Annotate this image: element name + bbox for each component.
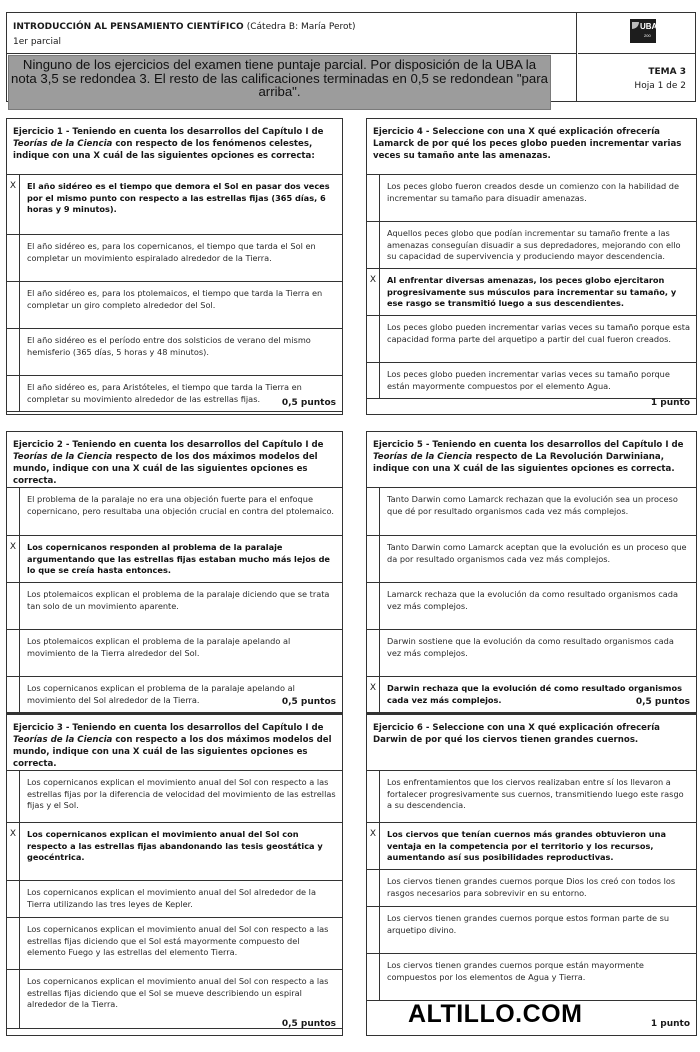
catedra-label: (Cátedra B: María Perot) bbox=[246, 22, 356, 32]
answer-text: El año sidéreo es, para los copernicanos, el tiempo que tarda el Sol en completar un movimiento espiralado alrededor de la Tierra. bbox=[27, 241, 316, 263]
exercise-question bbox=[7, 119, 342, 175]
answer-text: Los ciervos tienen grandes cuernos porque estos forman parte de su arquetipo divino. bbox=[387, 913, 670, 935]
course-title bbox=[13, 22, 356, 32]
answer-option[interactable] bbox=[7, 881, 342, 918]
answer-text: Los copernicanos explican el movimiento anual del Sol con respecto a las estrellas fijas abandonando las tesis geostática y geocéntrica. bbox=[27, 829, 323, 863]
answer-mark-box[interactable] bbox=[7, 282, 20, 328]
question-text-continued: respecto de La Revolución Darwiniana, indique con una X cuál de las siguientes opciones es correcta. bbox=[373, 452, 675, 474]
answer-option[interactable] bbox=[7, 630, 342, 677]
exercise-question bbox=[7, 432, 342, 488]
answer-option[interactable] bbox=[367, 363, 696, 399]
answer-text: Los copernicanos explican el movimiento anual del Sol con respecto a las estrellas fijas diciendo que el Sol se mueve describiendo un espiral alrededor de la Tierra. bbox=[27, 976, 329, 1010]
answer-text: Darwin rechaza que la evolución dé como resultado organismos cada vez más complejos. bbox=[387, 683, 682, 705]
answer-text: El año sidéreo es el tiempo que demora el Sol en pasar dos veces por el mismo punto con respecto a las estrellas fijas (365 días, 6 horas y 9 minutos). bbox=[27, 181, 330, 215]
answer-mark-box[interactable]: X bbox=[367, 677, 380, 712]
exercise-block bbox=[366, 118, 697, 415]
answer-mark-box[interactable] bbox=[367, 630, 380, 676]
question-text: Ejercicio 3 - Teniendo en cuenta los desarrollos del Capítulo I de bbox=[13, 723, 324, 733]
answer-mark-box[interactable] bbox=[7, 970, 20, 1028]
answer-mark-box[interactable] bbox=[367, 536, 380, 582]
answer-mark-box[interactable] bbox=[7, 235, 20, 281]
question-text: Ejercicio 4 - Seleccione con una X qué explicación ofrecería Lamarck de por qué los peces globo pueden incrementar varias veces su tamaño ante las amenazas. bbox=[373, 127, 682, 161]
answer-option[interactable] bbox=[7, 771, 342, 823]
tema-label: TEMA 3 bbox=[648, 67, 686, 77]
answer-mark-box[interactable] bbox=[367, 175, 380, 221]
answer-mark-box[interactable] bbox=[7, 677, 20, 712]
exercise-points: 1 punto bbox=[650, 398, 690, 408]
answer-option[interactable] bbox=[7, 329, 342, 376]
exercise-question bbox=[367, 119, 696, 175]
question-text: Ejercicio 6 - Seleccione con una X qué explicación ofrecería Darwin de por qué los ciervos tienen grandes cuernos. bbox=[373, 723, 660, 745]
answer-mark-box[interactable] bbox=[367, 316, 380, 362]
answer-option[interactable] bbox=[7, 536, 342, 583]
answer-option[interactable] bbox=[367, 488, 696, 536]
answer-text: Los copernicanos explican el movimiento anual del Sol alrededor de la Tierra utilizando las tres leyes de Kepler. bbox=[27, 887, 316, 909]
answer-text: Los copernicanos explican el movimiento anual del Sol con respecto a las estrellas fijas diciendo que el Sol está mayormente compuesto del elemento Fuego y las estrellas del elemento Tierra. bbox=[27, 924, 329, 958]
book-title: Teorías de la Ciencia bbox=[13, 735, 113, 745]
question-text: Ejercicio 5 - Teniendo en cuenta los desarrollos del Capítulo I de bbox=[373, 440, 684, 450]
course-name: INTRODUCCIÓN AL PENSAMIENTO CIENTÍFICO bbox=[13, 22, 244, 32]
answer-option[interactable] bbox=[7, 488, 342, 536]
answer-mark-box[interactable] bbox=[7, 918, 20, 969]
answer-mark-box[interactable] bbox=[7, 881, 20, 917]
answer-option[interactable] bbox=[367, 771, 696, 823]
answer-option[interactable] bbox=[7, 235, 342, 282]
answer-option[interactable] bbox=[7, 677, 342, 713]
answer-text: El año sidéreo es el período entre dos solsticios de verano del mismo hemisferio (365 días, 5 horas y 48 minutos). bbox=[27, 335, 311, 357]
answer-text: Al enfrentar diversas amenazas, los peces globo ejercitaron progresivamente sus músculos para incrementar su tamaño, y ese rasgo se transmitió luego a sus descendientes. bbox=[387, 275, 677, 309]
answer-mark-box[interactable]: X bbox=[7, 823, 20, 880]
answer-option[interactable] bbox=[367, 870, 696, 907]
exercise-block bbox=[6, 714, 343, 1036]
answer-option[interactable] bbox=[367, 536, 696, 583]
answer-option[interactable] bbox=[7, 823, 342, 881]
exercise-question bbox=[367, 715, 696, 771]
answer-text: Los copernicanos explican el movimiento anual del Sol con respecto a las estrellas fijas por la diferencia de velocidad del movimiento de las estrellas fijas y el Sol. bbox=[27, 777, 336, 811]
answer-mark-box[interactable] bbox=[7, 630, 20, 676]
answer-option[interactable] bbox=[367, 677, 696, 713]
left-column bbox=[6, 118, 343, 1036]
uba-logo bbox=[630, 19, 656, 43]
answer-text: El año sidéreo es, para los ptolemaicos, el tiempo que tarda la Tierra en completar un giro completo alrededor del Sol. bbox=[27, 288, 323, 310]
answer-text: Tanto Darwin como Lamarck rechazan que la evolución sea un proceso que dé por resultado organismos cada vez más complejos. bbox=[387, 494, 678, 516]
answer-mark-box[interactable] bbox=[367, 907, 380, 953]
answer-text: Aquellos peces globo que podían incrementar su tamaño frente a las amenazas conseguían disuadir a sus depredadores, mejorando con ello su capacidad de supervivencia y produciendo mayor descendencia. bbox=[387, 228, 681, 262]
exam-header bbox=[6, 12, 696, 102]
answer-option[interactable] bbox=[367, 175, 696, 222]
answer-mark-box[interactable] bbox=[367, 363, 380, 398]
answer-mark-box[interactable] bbox=[7, 376, 20, 411]
answer-option[interactable] bbox=[367, 823, 696, 870]
answer-mark-box[interactable] bbox=[7, 583, 20, 629]
answer-mark-box[interactable] bbox=[367, 954, 380, 1000]
answer-mark-box[interactable] bbox=[7, 771, 20, 822]
tema-divider bbox=[578, 53, 695, 54]
exercise-block bbox=[6, 431, 343, 714]
exercise-points: 0,5 puntos bbox=[635, 697, 690, 707]
answer-mark-box[interactable] bbox=[7, 488, 20, 535]
uba-logo-mark bbox=[632, 22, 639, 29]
exercise-question bbox=[7, 715, 342, 771]
answer-option[interactable] bbox=[367, 583, 696, 630]
answer-mark-box[interactable] bbox=[367, 222, 380, 268]
answer-text: Los copernicanos explican el problema de la paralaje apelando al movimiento del Sol alrededor de la Tierra. bbox=[27, 683, 295, 705]
answer-option[interactable] bbox=[367, 222, 696, 269]
answer-mark-box[interactable] bbox=[367, 771, 380, 822]
answer-text: Los enfrentamientos que los ciervos realizaban entre sí los llevaron a fortalecer progresivamente sus cuernos, transmitiendo luego este rasgo a su descendencia. bbox=[387, 777, 684, 811]
answer-mark-box[interactable] bbox=[367, 870, 380, 906]
uba-logo-subtext: 200 bbox=[644, 33, 651, 38]
exercise-points: 0,5 puntos bbox=[281, 1019, 336, 1029]
answer-text: Los copernicanos responden al problema de la paralaje argumentando que las estrellas fijas estaban mucho más lejos de lo que se creía hasta entonces. bbox=[27, 542, 330, 576]
answer-mark-box[interactable]: X bbox=[7, 175, 20, 234]
answer-option[interactable] bbox=[7, 282, 342, 329]
altillo-watermark: ALTILLO.COM bbox=[408, 1000, 583, 1028]
answer-mark-box[interactable] bbox=[367, 583, 380, 629]
question-text-continued: respecto de los dos máximos modelos del mundo, indique con una X cuál de las siguientes opciones es correcta. bbox=[13, 452, 318, 486]
exercise-block bbox=[6, 118, 343, 415]
right-column bbox=[366, 118, 697, 1036]
book-title: Teorías de la Ciencia bbox=[13, 139, 113, 149]
answer-option[interactable] bbox=[7, 583, 342, 630]
page-indicator: Hoja 1 de 2 bbox=[634, 81, 686, 91]
answer-option[interactable] bbox=[367, 269, 696, 316]
answer-text: Los peces globo pueden incrementar varias veces su tamaño porque están mayormente compuestos por el elemento Agua. bbox=[387, 369, 670, 391]
parcial-label: 1er parcial bbox=[13, 37, 62, 47]
answer-option[interactable] bbox=[367, 907, 696, 954]
question-text-continued: con respecto a los dos máximos modelos del mundo, indique con una X cuál de las siguientes opciones es correcta. bbox=[13, 735, 332, 769]
answer-text: Los ptolemaicos explican el problema de la paralaje diciendo que se trata tan solo de un movimiento aparente. bbox=[27, 589, 330, 611]
exercise-question bbox=[367, 432, 696, 488]
answer-text: Lamarck rechaza que la evolución da como resultado organismos cada vez más complejos. bbox=[387, 589, 678, 611]
exercise-block bbox=[366, 431, 697, 714]
header-divider bbox=[7, 53, 577, 54]
uba-logo-text: UBA bbox=[640, 22, 658, 31]
answer-text: Los ciervos tienen grandes cuernos porque están mayormente compuestos por los elementos de Agua y Tierra. bbox=[387, 960, 644, 982]
book-title: Teorías de la Ciencia bbox=[13, 452, 113, 462]
answer-option[interactable] bbox=[7, 918, 342, 970]
answer-mark-box[interactable]: X bbox=[7, 536, 20, 582]
exercise-block bbox=[366, 714, 697, 1036]
header-info bbox=[7, 13, 577, 101]
answer-text: El año sidéreo es, para Aristóteles, el tiempo que tarda la Tierra en completar su movimiento alrededor de las estrellas fijas. bbox=[27, 382, 302, 404]
answer-text: Los ciervos tienen grandes cuernos porque Dios los creó con todos los rasgos necesarios para sobrevivir en su entorno. bbox=[387, 876, 676, 898]
answer-mark-box[interactable]: X bbox=[367, 823, 380, 869]
question-text-continued: con respecto de los fenómenos celestes, indique con una X cuál de las siguientes opciones es correcta: bbox=[13, 139, 315, 161]
book-title: Teorías de la Ciencia bbox=[373, 452, 473, 462]
answer-option[interactable] bbox=[367, 316, 696, 363]
answer-mark-box[interactable]: X bbox=[367, 269, 380, 315]
answer-text: Los ciervos que tenían cuernos más grandes obtuvieron una ventaja en la competencia por el territorio y los recursos, aumentando así sus posibilidades reproductivas. bbox=[387, 829, 666, 863]
answer-text: El problema de la paralaje no era una objeción fuerte para el enfoque copernicano, pero resultaba una objeción crucial en contra del ptolemaico. bbox=[27, 494, 335, 516]
answer-text: Los ptolemaicos explican el problema de la paralaje apelando al movimiento de la Tierra alrededor del Sol. bbox=[27, 636, 291, 658]
answer-text: Los peces globo fueron creados desde un comienzo con la habilidad de incrementar su tamaño para disuadir amenazas. bbox=[387, 181, 680, 203]
answer-text: Los peces globo pueden incrementar varias veces su tamaño porque esta capacidad forma parte del arquetipo a partir del cual fueron creados. bbox=[387, 322, 691, 344]
grading-notice: Ninguno de los ejercicios del examen tiene puntaje parcial. Por disposición de la UBA la nota 3,5 se redondea 3. El resto de las calificaciones terminadas en 0,5 se redondean "para arriba". bbox=[8, 55, 551, 110]
question-text: Ejercicio 2 - Teniendo en cuenta los desarrollos del Capítulo I de bbox=[13, 440, 324, 450]
answer-mark-box[interactable] bbox=[7, 329, 20, 375]
answer-text: Darwin sostiene que la evolución da como resultado organismos cada vez más complejos. bbox=[387, 636, 674, 658]
question-text: Ejercicio 1 - Teniendo en cuenta los desarrollos del Capítulo I de bbox=[13, 127, 324, 137]
exercise-points: 0,5 puntos bbox=[281, 697, 336, 707]
answer-mark-box[interactable] bbox=[367, 488, 380, 535]
answer-option[interactable] bbox=[7, 175, 342, 235]
answer-option[interactable] bbox=[367, 954, 696, 1001]
exercise-points: 1 punto bbox=[650, 1019, 690, 1029]
answer-option[interactable] bbox=[367, 630, 696, 677]
answer-text: Tanto Darwin como Lamarck aceptan que la evolución es un proceso que da por resultado organismos cada vez más complejos. bbox=[387, 542, 687, 564]
exercise-points: 0,5 puntos bbox=[281, 398, 336, 408]
header-tema-box bbox=[578, 13, 695, 101]
